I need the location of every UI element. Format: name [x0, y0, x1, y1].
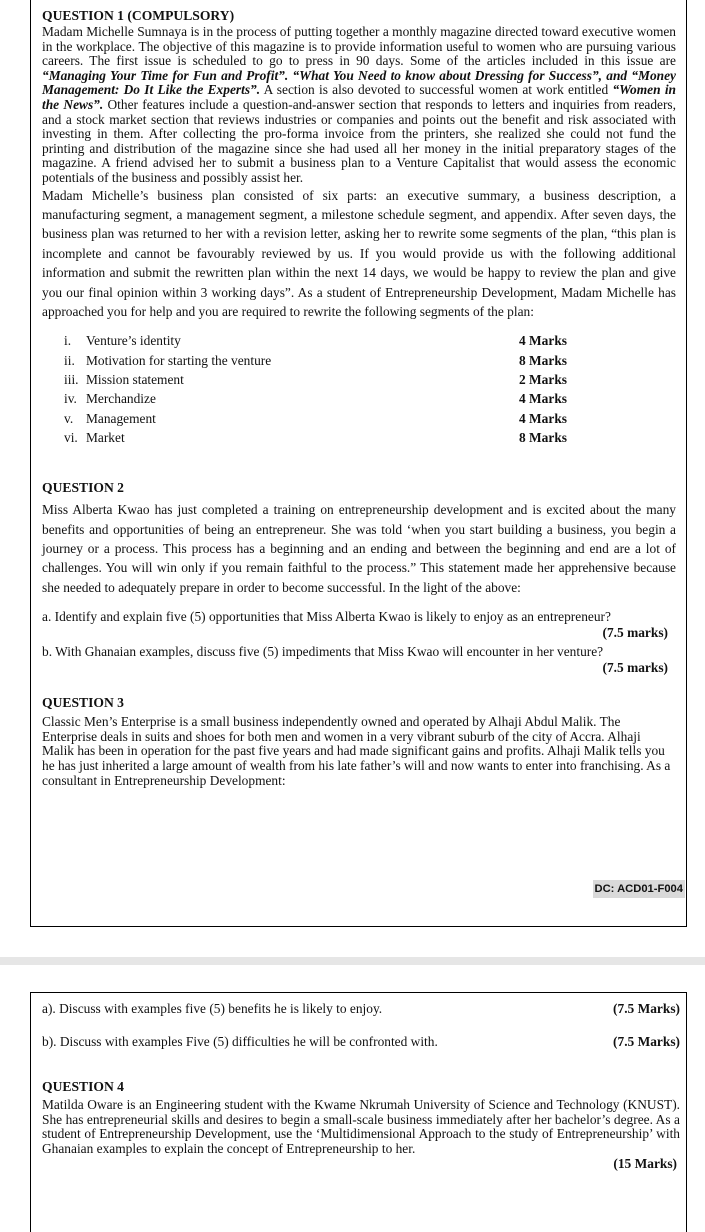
question-2 [42, 480, 676, 676]
question-3-part-b-marks: (7.5 Marks) [613, 1034, 680, 1049]
question-3-paragraph: Classic Men’s Enterprise is a small business independently owned and operated by Alhaji Abdul Malik. The Enterprise deals in suits and shoes for both men and women in a very vibrant suburb of the city of Accra. Alhaji Malik has been in operation for the past five years and had made significant gains and profits. Alhaji Malik tells you he has just inherited a large amount of wealth from his late father’s will and now wants to enter into franchising. As a consultant in Entrepreneurship Development: [42, 714, 671, 788]
list-item: ii. Motivation for starting the venture 8 Marks [64, 352, 567, 368]
list-item: vi. Market 8 Marks [64, 429, 567, 445]
question-4-title: QUESTION 4 [42, 1079, 124, 1094]
list-item: i. Venture’s identity 4 Marks [64, 333, 567, 349]
question-4-paragraph: Matilda Oware is an Engineering student with the Kwame Nkrumah University of Science and Technology (KNUST). She has entrepreneurial skills and desires to begin a small-scale business immediately after her bachelor’s degree. As a student of Entrepreneurship Development, use the ‘Multidimensional Approach to the study of Entrepreneurship’ with Ghanaian examples to explain the concept of Entrepreneurship to her. [42, 1097, 680, 1156]
question-2-title: QUESTION 2 [42, 480, 124, 496]
question-3-part-b: b). Discuss with examples Five (5) difficulties he will be confronted with. (7.5 Marks) [42, 1034, 680, 1049]
list-item: v. Management 4 Marks [64, 410, 567, 426]
q1-text-c: Other features include a question-and-answer section that responds to letters and inquiries from readers, and a stock market section that reviews industries or companies and points out the benefit and risk associated with investing in them. After collecting the pro-forma invoice from the printers, she realized she could not fund the printing and distribution of the magazine since she had used all her money in the initial preparatory stages of the magazine. A friend advised her to submit a business plan to a Venture Capitalist that would assess the economic potentials of the business and possibly assist her. [42, 96, 676, 185]
question-2-part-a: a. Identify and explain five (5) opportunities that Miss Alberta Kwao is likely to enjoy as an entrepreneur? [42, 609, 611, 625]
q1-text-a: Madam Michelle Sumnaya is in the process of putting together a monthly magazine directed toward executive women in the workplace. The objective of this magazine is to provide information useful to women who are pursuing various careers. The first issue is scheduled to go to press in 90 days. Some of the articles included in this issue are [42, 24, 676, 69]
question-1-paragraph-1 [42, 25, 676, 186]
document-code: DC: ACD01-F004 [593, 880, 685, 898]
question-2-part-b: b. With Ghanaian examples, discuss five (5) impediments that Miss Kwao will encounter in her venture? [42, 644, 604, 660]
question-3 [42, 695, 676, 788]
question-2-part-a-marks: (7.5 marks) [602, 625, 668, 641]
q1-article-titles: “Managing Your Time for Fun and Profit”. “What You Need to know about Dressing for Success”, and “Money Management: Do It Like the Experts”. [42, 67, 676, 98]
page-gap [0, 929, 705, 992]
exam-page-1 [30, 0, 687, 927]
list-item: iii. Mission statement 2 Marks [64, 371, 567, 387]
question-1-title: QUESTION 1 (COMPULSORY) [42, 8, 235, 23]
question-2-part-b-marks: (7.5 marks) [602, 660, 668, 676]
question-2-paragraph: Miss Alberta Kwao has just completed a training on entrepreneurship development and is excited about the many benefits and opportunities of being an entrepreneur. She was told ‘when you start building a business, you begin a journey or a process. This process has a beginning and an ending and between the beginning and end are a lot of challenges. You will win only if you remain faithful to the process.” This statement made her apprehensive because she needed to adequately prepare in order to become successful. In the light of the above: [42, 502, 676, 595]
question-1-segment-list [42, 331, 676, 447]
question-3-part-a: a). Discuss with examples five (5) benefits he is likely to enjoy. (7.5 Marks) [42, 1001, 680, 1016]
list-item: iv. Merchandize 4 Marks [64, 391, 567, 407]
question-1-paragraph-2: Madam Michelle’s business plan consisted of six parts: an executive summary, a business description, a manufacturing segment, a management segment, a milestone schedule segment, and appendix. After seven days, the business plan was returned to her with a revision letter, asking her to rewrite some segments of the plan, “this plan is incomplete and cannot be favourably reviewed by us. If you would provide us with the following additional information and submit the rewritten plan within the next 14 days, we would be happy to review the plan and give you our final opinion within 3 working days”. As a student of Entrepreneurship Development, Madam Michelle has approached you for help and you are required to rewrite the following segments of the plan: [42, 187, 676, 319]
exam-page-2 [30, 992, 687, 1232]
question-4-marks: (15 Marks) [613, 1156, 677, 1172]
question-4 [42, 1079, 680, 1172]
page-divider [0, 957, 705, 965]
q1-text-b: A section is also devoted to successful women at work entitled [260, 82, 613, 98]
question-3-title: QUESTION 3 [42, 695, 124, 711]
question-3-part-a-marks: (7.5 Marks) [613, 1001, 680, 1016]
q1-section-title: “Women in the News”. [42, 82, 676, 112]
